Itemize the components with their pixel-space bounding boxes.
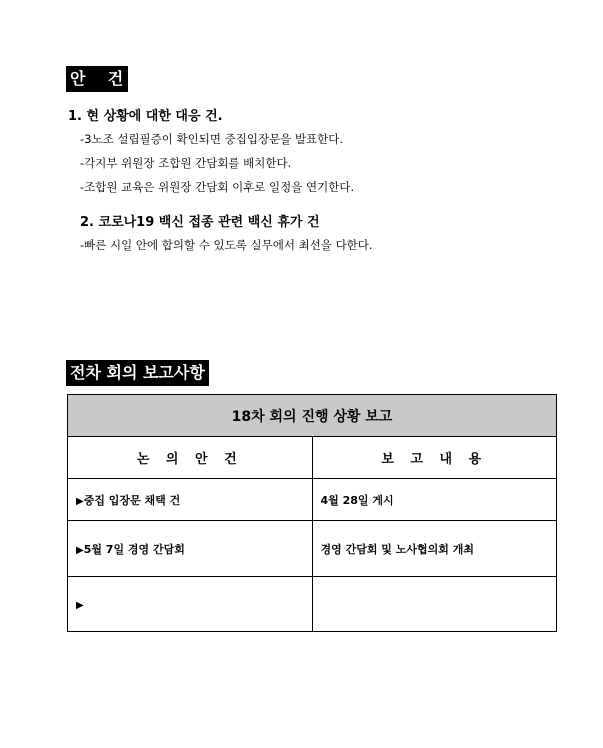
report-cell: 경영 간담회 및 노사협의회 개최 [312, 521, 557, 577]
section-2-item: -빠른 시일 안에 합의할 수 있도록 실무에서 최선을 다한다. [80, 238, 373, 252]
column-header-report: 보 고 내 용 [312, 437, 557, 479]
section-2-title: 2. 코로나19 백신 접종 관련 백신 휴가 건 [80, 215, 320, 230]
arrow-bullet-icon: ▶ [76, 495, 84, 507]
table-row [68, 521, 557, 577]
section-1-item: -각지부 위원장 조합원 간담회를 배치한다. [80, 156, 292, 170]
topic-text: 5월 7일 경영 간담회 [83, 542, 185, 556]
table-caption: 18차 회의 진행 상황 보고 [68, 395, 557, 437]
topic-text: 중집 입장문 채택 건 [83, 493, 181, 507]
topic-cell [68, 479, 313, 521]
section-1-item: -3노조 설립필증이 확인되면 중집입장문을 발표한다. [80, 132, 344, 146]
arrow-bullet-icon: ▶ [76, 544, 84, 556]
table-row [68, 577, 557, 632]
section-1-item: -조합원 교육은 위원장 간담회 이후로 일정을 연기한다. [80, 180, 355, 194]
table-row [68, 479, 557, 521]
topic-cell [68, 577, 313, 632]
arrow-bullet-icon: ▶ [76, 599, 84, 611]
column-header-topic: 논 의 안 건 [68, 437, 313, 479]
report-cell [312, 577, 557, 632]
previous-meeting-heading: 전차 회의 보고사항 [66, 360, 209, 386]
report-cell: 4월 28일 게시 [312, 479, 557, 521]
agenda-heading: 안 건 [66, 66, 128, 92]
report-table [67, 394, 557, 632]
section-1-title: 1. 현 상황에 대한 대응 건. [68, 109, 223, 124]
topic-cell [68, 521, 313, 577]
